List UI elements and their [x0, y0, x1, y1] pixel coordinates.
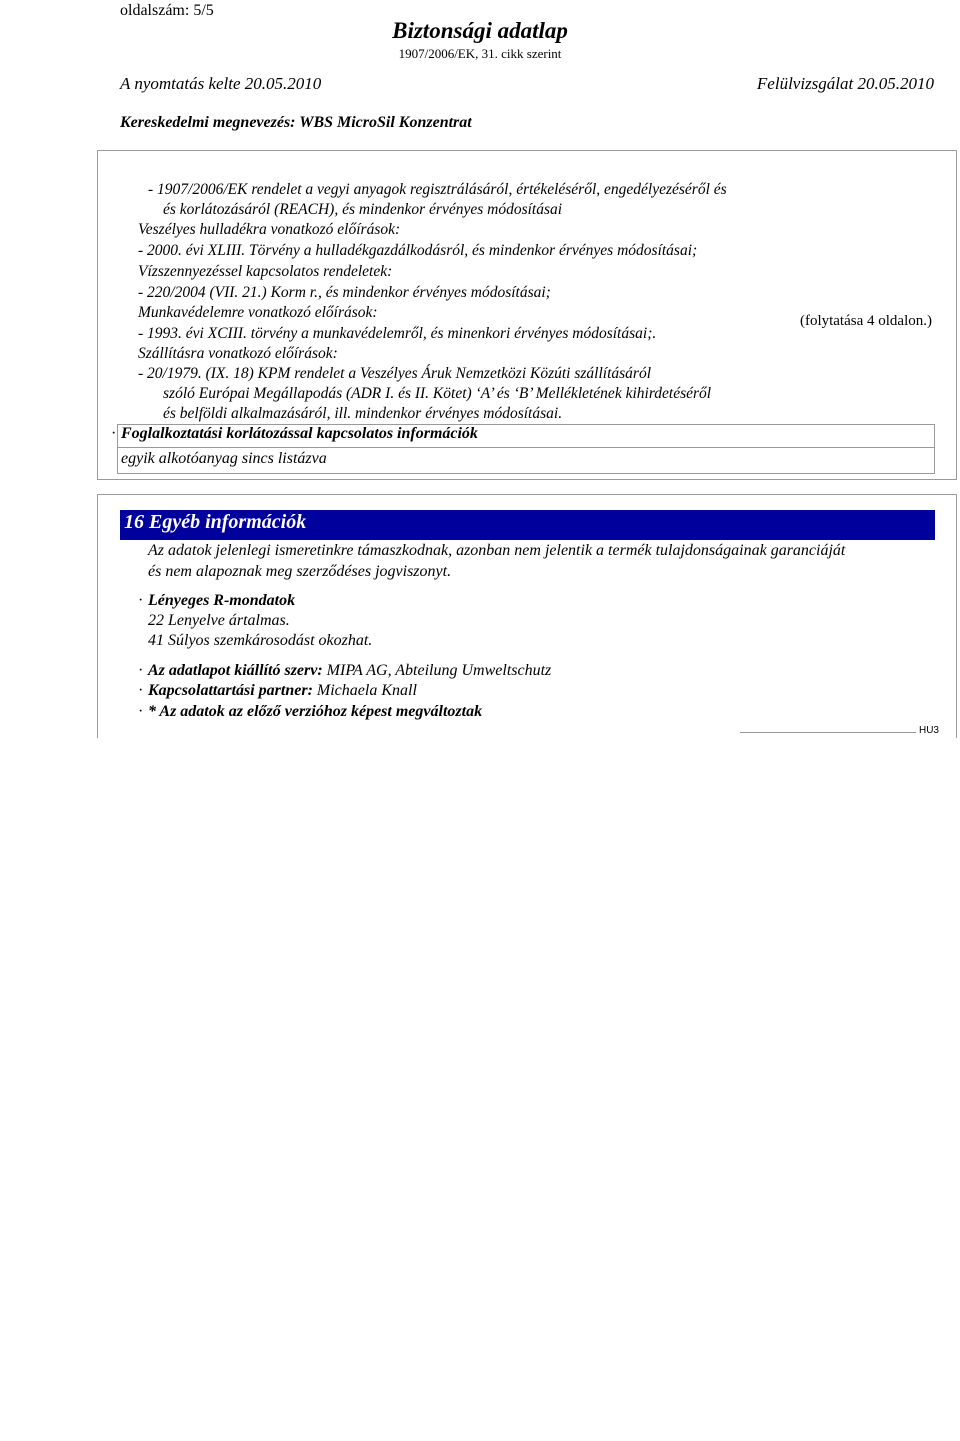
issuer-value: MIPA AG, Abteilung Umweltschutz [326, 662, 552, 679]
document-subtitle: 1907/2006/EK, 31. cikk szerint [398, 46, 562, 61]
section16-header [120, 510, 935, 540]
continued-note: (folytatása 4 oldalon.) [799, 313, 932, 329]
regulation-line: - 1907/2006/EK rendelet a vegyi anyagok regisztrálásáról, értékeléséről, engedélyezéséről és [148, 181, 727, 198]
regulation-line: - 1993. évi XCIII. törvény a munkavédelemről, és minenkori érvényes módosításai;. [138, 325, 657, 342]
regulation-line: - 220/2004 (VII. 21.) Korm r., és mindenkor érvényes módosításai; [138, 284, 551, 301]
page-number: oldalszám: 5/5 [120, 2, 214, 19]
bullet: · [138, 703, 144, 720]
r-phrase-item: 22 Lenyelve ártalmas. [148, 612, 290, 629]
regulation-line: - 20/1979. (IX. 18) KPM rendelet a Veszélyes Áruk Nemzetközi Közúti szállításáról [138, 365, 652, 382]
regulation-heading: Munkavédelemre vonatkozó előírások: [138, 304, 378, 321]
regulation-heading: Szállításra vonatkozó előírások: [138, 345, 338, 362]
regulation-heading: Vízszennyezéssel kapcsolatos rendeletek: [138, 263, 393, 280]
regulation-line: és belföldi alkalmazásáról, ill. mindenkor érvényes módosításai. [163, 405, 563, 422]
footer-divider [740, 732, 938, 733]
regulation-line: - 2000. évi XLIII. Törvény a hulladékgazdálkodásról, és mindenkor érvényes módosításai; [138, 242, 698, 259]
contact-value: Michaela Knall [316, 682, 417, 699]
disclaimer-line-1: Az adatok jelenlegi ismeretinkre támaszkodnak, azonban nem jelentik a termék tulajdonságainak garanciáját [148, 542, 846, 559]
r-phrase-item: 41 Súlyos szemkárosodást okozhat. [148, 632, 373, 649]
bullet: · [111, 425, 117, 442]
regulation-heading: Veszélyes hulladékra vonatkozó előírások: [138, 221, 401, 238]
changes-note: * Az adatok az előző verzióhoz képest megváltoztak [148, 703, 483, 720]
contact-label: Kapcsolattartási partner: [148, 682, 313, 699]
issuer-row [148, 662, 551, 680]
country-code: HU3 [916, 725, 942, 736]
bullet: · [138, 662, 144, 679]
print-date: A nyomtatás kelte 20.05.2010 [120, 74, 322, 93]
employment-info-text: egyik alkotóanyag sincs listázva [121, 450, 327, 467]
section16-title: 16 Egyéb információk [124, 511, 307, 533]
trade-name: Kereskedelmi megnevezés: WBS MicroSil Konzentrat [120, 114, 472, 131]
employment-info-title: Foglalkoztatási korlátozással kapcsolatos információk [121, 425, 478, 442]
r-phrases-title: Lényeges R-mondatok [148, 592, 296, 609]
issuer-label: Az adatlapot kiállító szerv: [148, 662, 323, 679]
employment-info-header [111, 425, 934, 448]
employment-info-box [111, 424, 935, 474]
disclaimer-line-2: és nem alapoznak meg szerződéses jogviszonyt. [148, 563, 452, 580]
regulation-line: és korlátozásáról (REACH), és mindenkor érvényes módosításai [163, 201, 563, 218]
bullet: · [138, 682, 144, 699]
review-date: Felülvizsgálat 20.05.2010 [756, 74, 934, 93]
contact-row [148, 682, 417, 700]
bullet: · [138, 592, 144, 609]
document-title: Biztonsági adatlap [392, 18, 568, 43]
regulation-line: szóló Európai Megállapodás (ADR I. és II. Kötet) ‘A’ és ‘B’ Mellékletének kihirdetéséről [163, 385, 712, 402]
